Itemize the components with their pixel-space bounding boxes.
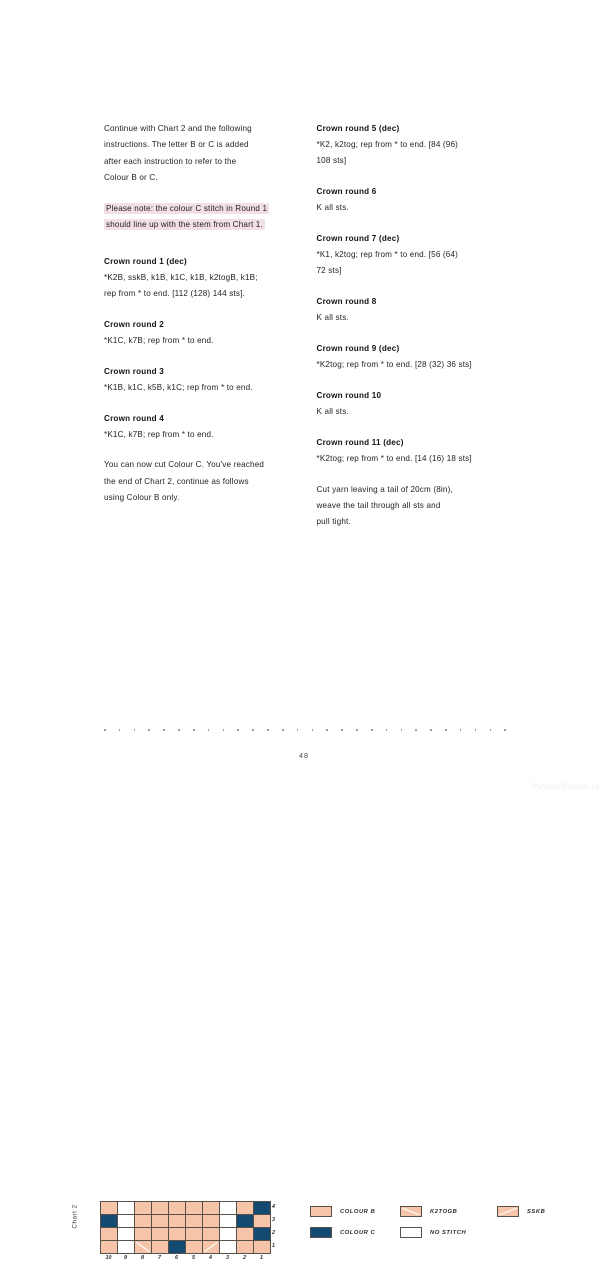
footer-dot [371, 729, 373, 731]
crown-round-2-block [104, 317, 292, 349]
footer-dot [297, 729, 299, 731]
chart-cell-b [186, 1241, 203, 1254]
chart-column-number: 4 [209, 1255, 212, 1261]
colour-b-swatch-icon [310, 1206, 332, 1217]
chart-row [101, 1241, 271, 1254]
chart-column-number: 2 [243, 1255, 246, 1261]
round-heading: Crown round 1 (dec) [104, 256, 187, 266]
crown-round-9-block [317, 341, 505, 373]
round-line: *K1B, k1C, k5B, k1C; rep from * to end. [104, 382, 253, 392]
round-line: *K1, k2tog; rep from * to end. [56 (64) [316, 250, 459, 260]
footer-dot [415, 729, 417, 731]
note-line: Please note: the colour C stitch in Round 1 [106, 203, 268, 213]
round-heading: Crown round 3 [104, 366, 164, 376]
round-line: K all sts. [316, 203, 349, 213]
sskb-swatch-icon [497, 1206, 519, 1217]
chart-cell-b [135, 1215, 152, 1228]
left-closing-paragraph [104, 457, 292, 506]
chart-cell-b [152, 1215, 169, 1228]
intro-line: after each instruction to refer to the [104, 156, 237, 166]
footer-dot [267, 729, 269, 731]
chart-cell-b [254, 1241, 271, 1254]
chart-cell-n [118, 1202, 135, 1215]
round-heading: Crown round 7 (dec) [316, 234, 400, 244]
footer-dot [134, 729, 136, 731]
round-line: *K2tog; rep from * to end. [28 (32) 36 sts] [316, 360, 472, 370]
chart-cell-n [118, 1241, 135, 1254]
footer-dot [341, 729, 343, 731]
chart-cell-b [152, 1228, 169, 1241]
chart-cell-b [186, 1228, 203, 1241]
chart-row [101, 1228, 271, 1241]
round-line: *K2B, sskB, k1B, k1C, k1B, k2togB, k1B; [104, 272, 258, 282]
footer-dot [282, 729, 284, 731]
chart-cell-c [254, 1202, 271, 1215]
round-heading: Crown round 9 (dec) [316, 344, 400, 354]
colour-c-swatch-icon [310, 1227, 332, 1238]
footer-dot [252, 729, 254, 731]
footer-dot [237, 729, 239, 731]
crown-round-4-block [104, 411, 292, 443]
chart-cell-b [169, 1228, 186, 1241]
chart-axis-label: Chart 2 [71, 1204, 79, 1229]
crown-round-1-block [104, 254, 292, 303]
instructions-columns [104, 121, 504, 530]
round-line: K all sts. [316, 313, 349, 323]
chart-cell-sskb [203, 1241, 220, 1254]
crown-round-5-block [317, 121, 505, 170]
legend-item-sskb [497, 1206, 587, 1217]
chart-cell-b [203, 1202, 220, 1215]
crown-round-10-block [317, 388, 505, 420]
right-closing-paragraph [317, 482, 505, 531]
chart-cell-n [220, 1215, 237, 1228]
closing-line: pull tight. [316, 517, 351, 527]
chart-cell-k2tog [135, 1241, 152, 1254]
chart-cell-c [169, 1241, 186, 1254]
chart-cell-n [220, 1228, 237, 1241]
footer-dot [208, 729, 210, 731]
footer-dot [148, 729, 150, 731]
footer-dot [401, 729, 403, 731]
chart-row [101, 1202, 271, 1215]
footer-dot [504, 729, 506, 731]
legend-label: COLOUR B [340, 1208, 376, 1215]
chart-cell-c [254, 1228, 271, 1241]
chart-cell-n [220, 1241, 237, 1254]
legend-label: NO STITCH [430, 1229, 467, 1236]
footer-dot [490, 729, 492, 731]
legend-item-colour-c [310, 1227, 400, 1238]
legend-column-3 [497, 1206, 587, 1238]
round-line: *K2tog; rep from * to end. [14 (16) 18 sts] [316, 454, 472, 464]
footer-dot [312, 729, 314, 731]
chart-row-number: 2 [272, 1230, 275, 1236]
chart-column-number: 1 [260, 1255, 263, 1261]
round-line: rep from * to end. [112 (128) 144 sts]. [104, 289, 245, 298]
chart-row-number: 1 [272, 1243, 275, 1249]
chart-cell-b [237, 1241, 254, 1254]
left-instruction-column [104, 121, 292, 530]
legend-label: SSKB [527, 1208, 546, 1215]
legend-item-colour-b [310, 1206, 400, 1217]
chart-cell-b [169, 1202, 186, 1215]
chart-row-numbers [272, 1201, 275, 1253]
footer-dot [430, 729, 432, 731]
round-heading: Crown round 5 (dec) [316, 124, 400, 133]
right-instruction-column [317, 121, 505, 530]
chart-grid-table [100, 1201, 271, 1254]
intro-line: Colour B or C. [104, 172, 158, 182]
round-heading: Crown round 6 [316, 187, 377, 197]
chart-column-number: 10 [105, 1255, 112, 1261]
intro-line: Continue with Chart 2 and the following [104, 124, 252, 133]
footer-dotted-rule [104, 729, 506, 731]
crown-round-7-block [317, 231, 505, 280]
intro-line: instructions. The letter B or C is added [104, 140, 249, 150]
chart-cell-n [220, 1202, 237, 1215]
round-heading: Crown round 10 [316, 390, 382, 400]
round-line: K all sts. [316, 407, 349, 417]
chart-cell-b [254, 1215, 271, 1228]
chart-cell-b [186, 1215, 203, 1228]
round-heading: Crown round 2 [104, 319, 164, 329]
legend-item-no-stitch [400, 1227, 497, 1238]
closing-line: Cut yarn leaving a tail of 20cm (8in), [316, 484, 453, 494]
footer-dot [223, 729, 225, 731]
round-line: *K1C, k7B; rep from * to end. [104, 429, 214, 439]
closing-line: the end of Chart 2, continue as follows [104, 476, 249, 486]
chart-cell-n [118, 1215, 135, 1228]
chart-column-number: 9 [124, 1255, 127, 1261]
chart-cell-b [101, 1202, 118, 1215]
footer-dot [445, 729, 447, 731]
chart-cell-b [101, 1228, 118, 1241]
round-line: *K1C, k7B; rep from * to end. [104, 335, 214, 345]
legend-label: COLOUR C [340, 1229, 376, 1236]
crown-round-6-block [317, 184, 505, 216]
k2togb-swatch-icon [400, 1206, 422, 1217]
round-line: 72 sts] [316, 266, 342, 276]
chart-row [101, 1215, 271, 1228]
watermark: PassionForum.ru [532, 782, 600, 792]
footer-dot [163, 729, 165, 731]
chart-column-number: 6 [175, 1255, 178, 1261]
chart-cell-b [169, 1215, 186, 1228]
chart-cell-c [101, 1215, 118, 1228]
chart-column-number: 3 [226, 1255, 229, 1261]
please-note-callout [104, 201, 292, 233]
closing-line: You can now cut Colour C. You've reached [104, 460, 265, 470]
footer-dot [356, 729, 358, 731]
footer-dot [326, 729, 328, 731]
footer-dot [475, 729, 477, 731]
no-stitch-swatch-icon [400, 1227, 422, 1238]
closing-line: weave the tail through all sts and [316, 500, 441, 510]
crown-round-8-block [317, 294, 505, 326]
chart-column-numbers [100, 1255, 270, 1261]
footer-dot [119, 729, 121, 731]
legend-column-1 [310, 1206, 400, 1238]
chart-cell-b [152, 1241, 169, 1254]
footer-dot [193, 729, 195, 731]
chart-cell-b [152, 1202, 169, 1215]
intro-paragraph [104, 121, 292, 186]
footer-dot [178, 729, 180, 731]
chart-cell-b [135, 1202, 152, 1215]
round-line: *K2, k2tog; rep from * to end. [84 (96) [316, 140, 459, 150]
round-heading: Crown round 11 (dec) [316, 437, 404, 447]
closing-line: using Colour B only. [104, 492, 180, 502]
page-number: 48 [299, 751, 309, 760]
chart-cell-c [237, 1215, 254, 1228]
chart-column-number: 5 [192, 1255, 195, 1261]
chart-cell-b [237, 1228, 254, 1241]
chart-cell-n [118, 1228, 135, 1241]
chart-column-number: 7 [158, 1255, 161, 1261]
chart-column-number: 8 [141, 1255, 144, 1261]
footer-dot [386, 729, 388, 731]
chart-row-number: 4 [272, 1204, 275, 1210]
note-line: should line up with the stem from Chart 1. [106, 219, 263, 229]
chart-cell-b [237, 1202, 254, 1215]
legend-item-k2togb [400, 1206, 497, 1217]
stitch-chart-grid [100, 1201, 271, 1254]
chart-row-number: 3 [272, 1217, 275, 1223]
footer-dot [460, 729, 462, 731]
chart-cell-b [135, 1228, 152, 1241]
chart-legend [310, 1206, 587, 1238]
chart-cell-b [101, 1241, 118, 1254]
chart-cell-b [203, 1215, 220, 1228]
round-line: 108 sts] [316, 156, 347, 166]
legend-label: K2TOGB [430, 1208, 458, 1215]
legend-column-2 [400, 1206, 497, 1238]
footer-dot [104, 729, 106, 731]
crown-round-11-block [317, 435, 505, 467]
chart-cell-b [186, 1202, 203, 1215]
round-heading: Crown round 4 [104, 413, 164, 423]
crown-round-3-block [104, 364, 292, 396]
round-heading: Crown round 8 [316, 297, 377, 307]
chart-cell-b [203, 1228, 220, 1241]
